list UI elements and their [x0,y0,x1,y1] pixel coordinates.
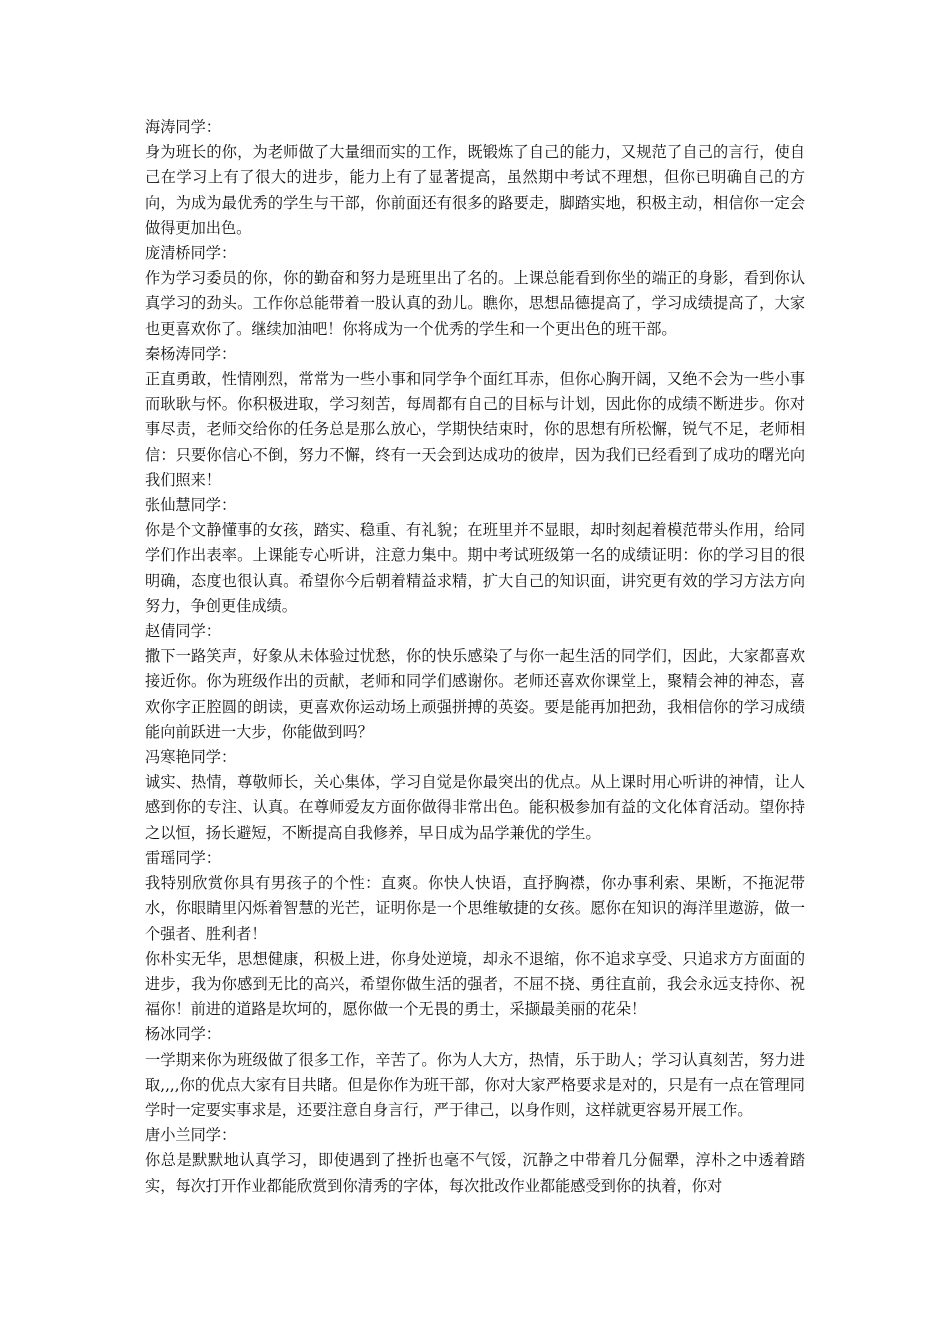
comment-pang-qingqiao: 作为学习委员的你，你的勤奋和努力是班里出了名的。上课总能看到你坐的端正的身影，看到你认真学习的劲头。工作你总能带着一股认真的劲儿。瞧你，思想品德提高了，学习成绩提高了，大家也更喜欢你了。继续加油吧！你将成为一个优秀的学生和一个更出色的班干部。 [145,269,805,338]
comment-qin-yangtao: 正直勇敢，性情刚烈，常常为一些小事和同学争个面红耳赤，但你心胸开阔，又绝不会为一些小事而耿耿与怀。你积极进取，学习刻苦，每周都有自己的目标与计划，因此你的成绩不断进步。你对事尽责，老师交给你的任务总是那么放心，学期快结束时，你的思想有所松懈，锐气不足，老师相信：只要你信心不倒，努力不懈，终有一天会到达成功的彼岸，因为我们已经看到了成功的曙光向我们照来！ [145,370,805,489]
salutation-haitao: 海涛同学： [145,118,221,136]
document-body [145,115,805,1199]
comment-lei-yao-1: 我特别欣赏你具有男孩子的个性：直爽。你快人快语，直抒胸襟，你办事利索、果断，不拖泥带水，你眼睛里闪烁着智慧的光芒，证明你是一个思维敏捷的女孩。愿你在知识的海洋里遨游，做一个强者、胜利者！ [145,874,805,943]
comment-zhao-qian: 撒下一路笑声，好象从未体验过忧愁，你的快乐感染了与你一起生活的同学们，因此，大家都喜欢接近你。你为班级作出的贡献，老师和同学们感谢你。老师还喜欢你课堂上，聚精会神的神态，喜欢你字正腔圆的朗读，更喜欢你运动场上顽强拼搏的英姿。要是能再加把劲，我相信你的学习成绩能向前跃进一大步，你能做到吗？ [145,647,805,741]
comment-yang-bing: 一学期来你为班级做了很多工作，辛苦了。你为人大方，热情，乐于助人；学习认真刻苦，努力进取,,,,你的优点大家有目共睹。但是你作为班干部，你对大家严格要求是对的，只是有一点在管理同学时一定要实事求是，还要注意自身言行，严于律己，以身作则，这样就更容易开展工作。 [145,1050,805,1119]
comment-feng-hanyan: 诚实、热情，尊敬师长，关心集体，学习自觉是你最突出的优点。从上课时用心听讲的神情，让人感到你的专注、认真。在尊师爱友方面你做得非常出色。能积极参加有益的文化体育活动。望你持之以恒，扬长避短，不断提高自我修养，早日成为品学兼优的学生。 [145,773,805,842]
salutation-zhang-xianhui: 张仙慧同学： [145,496,237,515]
comment-lei-yao-2: 你朴实无华，思想健康，积极上进，你身处逆境，却永不退缩，你不追求享受、只追求方方面面的进步，我为你感到无比的高兴，希望你做生活的强者，不屈不挠、勇往直前，我会永远支持你、祝福你！前进的道路是坎坷的，愿你做一个无畏的勇士，采撷最美丽的花朵！ [145,949,805,1019]
comment-tang-xiaolan: 你总是默默地认真学习，即使遇到了挫折也毫不气馁，沉静之中带着几分倔犟，淳朴之中透着踏实，每次打开作业都能欣赏到你清秀的字体，每次批改作业都能感受到你的执着，你对 [145,1151,805,1195]
salutation-zhao-qian: 赵倩同学： [145,622,221,641]
salutation-qin-yangtao: 秦杨涛同学： [145,344,237,363]
salutation-yang-bing: 杨冰同学： [145,1025,221,1044]
salutation-feng-hanyan: 冯寒艳同学： [145,748,237,767]
comment-zhang-xianhui: 你是个文静懂事的女孩，踏实、稳重、有礼貌；在班里并不显眼，却时刻起着模范带头作用，给同学们作出表率。上课能专心听讲，注意力集中。期中考试班级第一名的成绩证明：你的学习目的很明确，态度也很认真。希望你今后朝着精益求精，扩大自己的知识面，讲究更有效的学习方法方向努力，争创更佳成绩。 [145,521,805,615]
salutation-lei-yao: 雷瑶同学： [145,848,221,867]
salutation-pang-qingqiao: 庞清桥同学： [145,244,237,263]
comment-haitao: 身为班长的你，为老师做了大量细而实的工作，既锻炼了自己的能力，又规范了自己的言行，使自己在学习上有了很大的进步，能力上有了显著提高，虽然期中考试不理想，但你已明确自己的方向，为成为最优秀的学生与干部，你前面还有很多的路要走，脚踏实地，积极主动，相信你一定会做得更加出色。 [145,143,805,237]
salutation-tang-xiaolan: 唐小兰同学： [145,1126,237,1145]
